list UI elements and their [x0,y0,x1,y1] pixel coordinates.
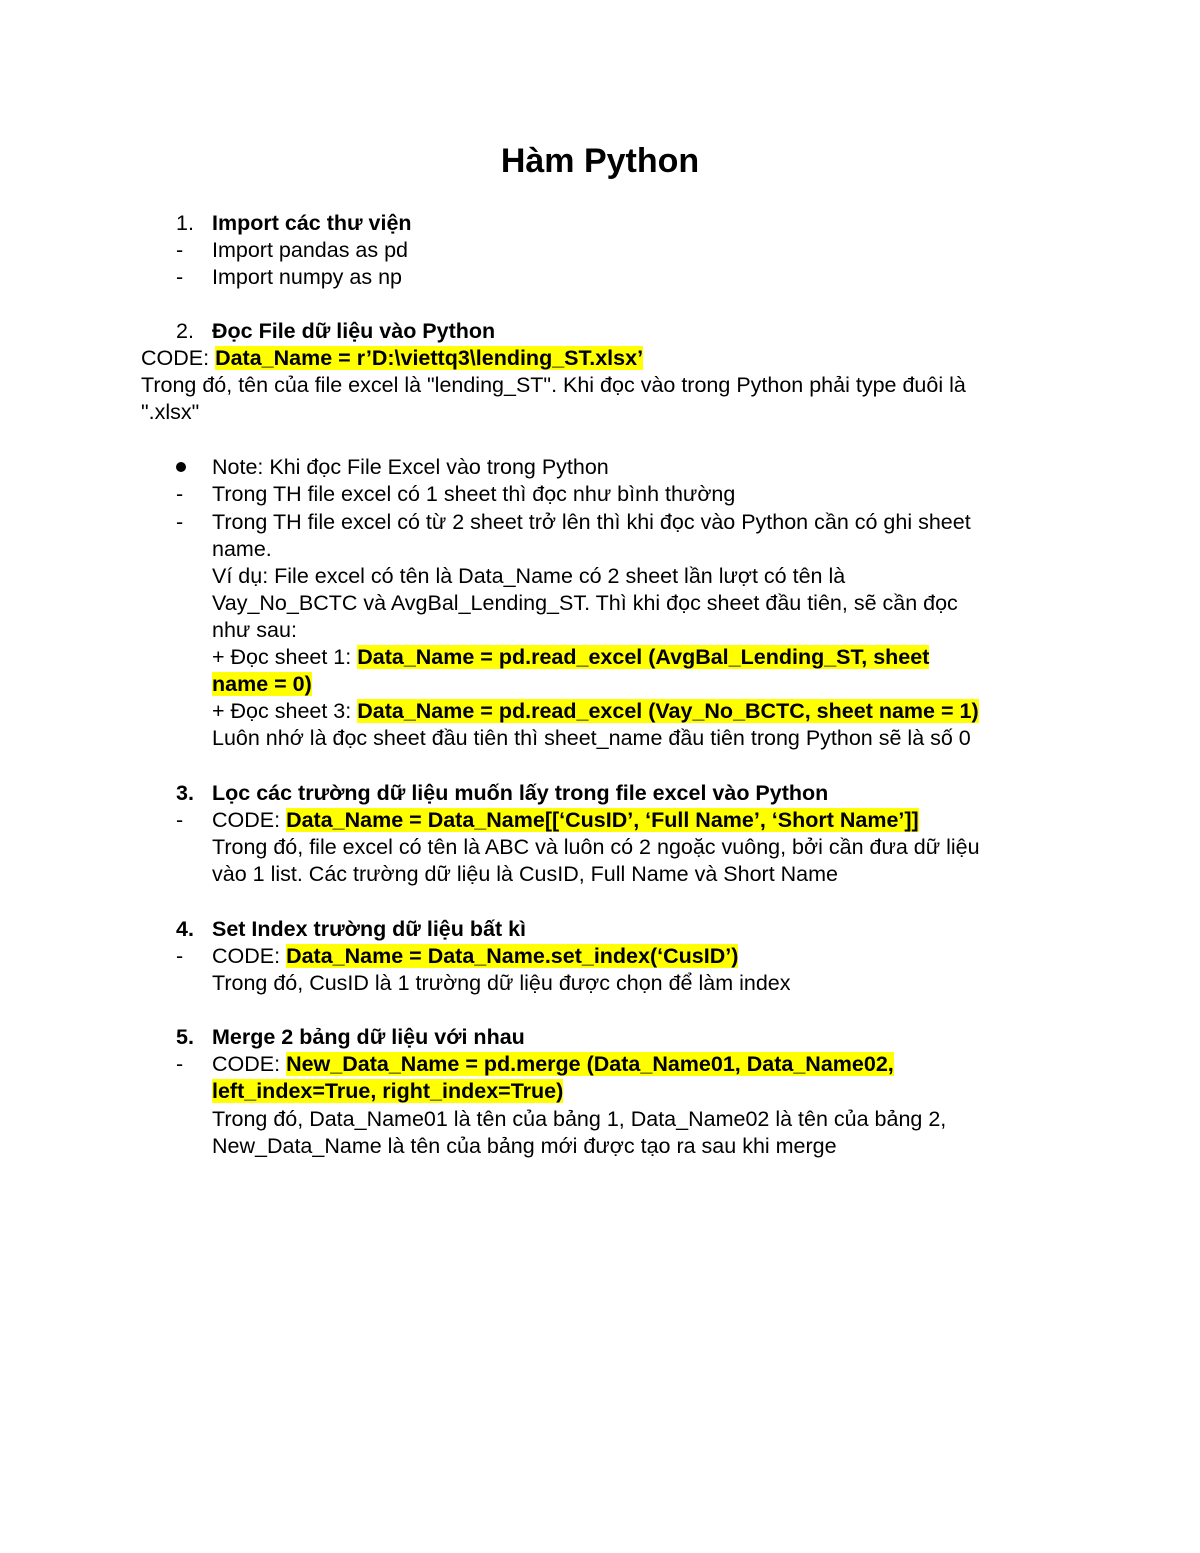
code-prefix: CODE: [212,808,287,832]
dash-marker: - [176,944,184,968]
dash-marker: - [176,510,184,534]
code-highlight: name = 0) [212,672,312,696]
list-item-continued: name. [212,537,272,561]
description-line: New_Data_Name là tên của bảng mới được tạo ra sau khi merge [212,1134,837,1158]
bullet-icon [176,462,186,472]
section-5-number: 5. [176,1025,194,1049]
list-item: Trong TH file excel có 1 sheet thì đọc như bình thường [212,482,736,506]
description-line: Trong đó, CusID là 1 trường dữ liệu được chọn để làm index [212,971,791,995]
read-sheet-3-prefix: + Đọc sheet 3: [212,699,358,723]
dash-marker: - [176,238,184,262]
code-line [212,1051,894,1078]
read-sheet-3-line [212,698,979,725]
description-line: ".xlsx" [141,400,200,424]
section-2-heading: Đọc File dữ liệu vào Python [212,319,496,343]
note-text: Note: Khi đọc File Excel vào trong Python [212,455,609,479]
dash-marker: - [176,482,184,506]
section-1-number: 1. [176,211,194,235]
read-sheet-1-prefix: + Đọc sheet 1: [212,645,358,669]
section-3-heading: Lọc các trường dữ liệu muốn lấy trong file excel vào Python [212,781,829,805]
example-line: như sau: [212,618,297,642]
code-line-continued [212,1078,563,1105]
section-4-number: 4. [176,917,194,941]
section-4-heading: Set Index trường dữ liệu bất kì [212,917,527,941]
example-line: Ví dụ: File excel có tên là Data_Name có 2 sheet lần lượt có tên là [212,564,846,588]
code-highlight: left_index=True, right_index=True) [212,1079,564,1103]
list-item-import-pandas: Import pandas as pd [212,238,409,262]
page-title: Hàm Python [500,142,700,180]
description-line: Trong đó, Data_Name01 là tên của bảng 1, Data_Name02 là tên của bảng 2, [212,1107,947,1131]
code-line [141,345,643,372]
code-highlight: New_Data_Name = pd.merge (Data_Name01, Data_Name02, [286,1052,894,1076]
dash-marker: - [176,808,184,832]
code-highlight: Data_Name = Data_Name[[‘CusID’, ‘Full Name’, ‘Short Name’]] [286,808,919,832]
code-highlight: Data_Name = r’D:\viettq3\lending_ST.xlsx’ [215,346,644,370]
code-line [212,943,738,970]
section-1-heading: Import các thư viện [212,211,412,235]
code-highlight: Data_Name = pd.read_excel (AvgBal_Lending_ST, sheet [357,645,930,669]
read-sheet-1-line-continued [212,671,312,698]
description-line: vào 1 list. Các trường dữ liệu là CusID, Full Name và Short Name [212,862,838,886]
description-line: Trong đó, tên của file excel là "lending_ST". Khi đọc vào trong Python phải type đuôi là [141,373,966,397]
list-item-import-numpy: Import numpy as np [212,265,403,289]
list-item: Trong TH file excel có từ 2 sheet trở lên thì khi đọc vào Python cần có ghi sheet [212,510,971,534]
code-highlight: Data_Name = pd.read_excel (Vay_No_BCTC, sheet name = 1) [357,699,979,723]
dash-marker: - [176,1052,184,1076]
code-prefix: CODE: [212,1052,287,1076]
reminder-text: Luôn nhớ là đọc sheet đầu tiên thì sheet_name đầu tiên trong Python sẽ là số 0 [212,726,971,750]
section-5-heading: Merge 2 bảng dữ liệu với nhau [212,1025,525,1049]
code-line [212,807,919,834]
read-sheet-1-line [212,644,929,671]
section-2-number: 2. [176,319,194,343]
example-line: Vay_No_BCTC và AvgBal_Lending_ST. Thì khi đọc sheet đầu tiên, sẽ cần đọc [212,591,958,615]
description-line: Trong đó, file excel có tên là ABC và luôn có 2 ngoặc vuông, bởi cần đưa dữ liệu [212,835,980,859]
code-highlight: Data_Name = Data_Name.set_index(‘CusID’) [286,944,739,968]
code-prefix: CODE: [212,944,287,968]
section-3-number: 3. [176,781,194,805]
code-prefix: CODE: [141,346,216,370]
dash-marker: - [176,265,184,289]
